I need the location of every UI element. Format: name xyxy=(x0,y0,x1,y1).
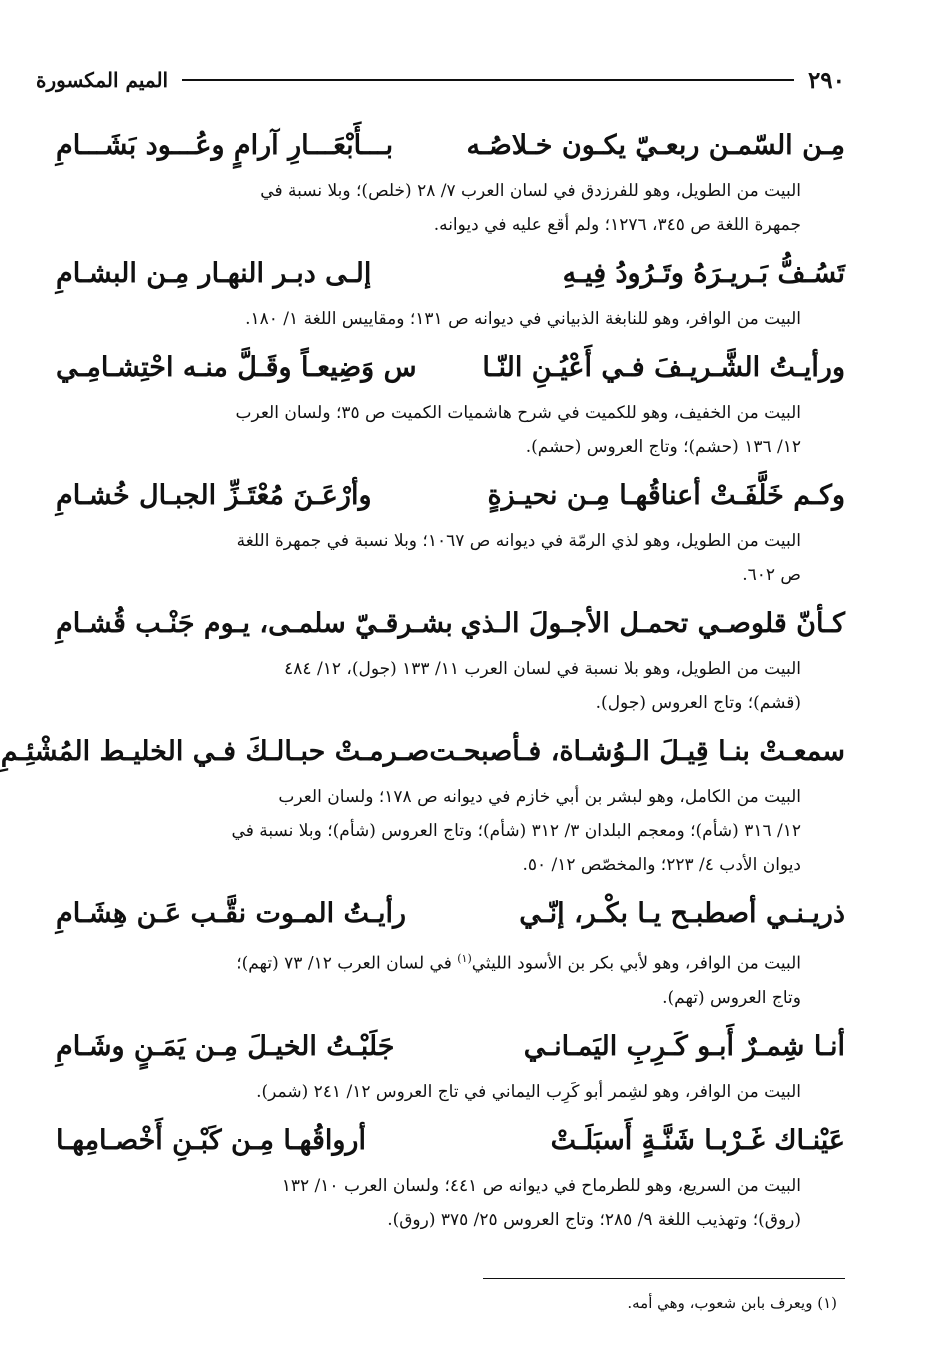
note-line: وتاج العروس (تهم). xyxy=(662,987,801,1008)
verse-second-hemistich: بـــأَبْعَـــارِ آرامٍ وعُـــود بَشَـــامِ xyxy=(56,130,394,161)
verse-second-hemistich: إلـى دبـر النهـار مِـن البشـامِ xyxy=(56,258,372,289)
verse-first-hemistich: أنـا شِمـرٌ أَبـو كَـرِبِ اليَمـانـي xyxy=(523,1030,845,1062)
note-line: جمهرة اللغة ص ٣٤٥، ١٢٧٦؛ ولم أقع عليه في ديوانه. xyxy=(433,215,801,235)
verse-line xyxy=(56,246,845,302)
verse-entry xyxy=(56,468,845,592)
verse-source-note xyxy=(56,1075,845,1109)
verse-line xyxy=(56,118,845,174)
verse-line xyxy=(56,468,845,524)
verse-first-hemistich: عَيْنـاك غَـرْبـا شَنَّـةٍ أَسبَلَـتْ xyxy=(550,1124,845,1156)
verse-source-note xyxy=(56,524,845,592)
verse-first-hemistich: كـأنّ قلوصـي تحمـل الأجـولَ الـذي xyxy=(460,608,845,639)
verse-first-hemistich: سمعـتْ بنـا قِيـلَ الـوُشـاة، فـأصبحـت xyxy=(429,736,845,767)
verse-entry xyxy=(56,118,845,242)
verse-second-hemistich: وأرْعَـنَ مُعْتَـزِّ الجبـال خُشـامِ xyxy=(56,480,372,511)
verse-source-note xyxy=(56,396,845,464)
verse-source-note xyxy=(56,302,845,336)
page-number: ٢٩٠ xyxy=(807,66,845,94)
note-line: البيت من الطويل، وهو بلا نسبة في لسان العرب ١١/ ١٣٣ (جول)، ١٢/ ٤٨٤ xyxy=(284,659,801,679)
verse-entry xyxy=(56,1113,845,1237)
verse-line xyxy=(56,886,845,942)
note-line: البيت من الخفيف، وهو للكميت في شرح هاشميات الكميت ص ٣٥؛ ولسان العرب xyxy=(235,403,801,423)
note-line xyxy=(56,942,801,981)
verse-second-hemistich: بشـرقـيّ سلمـى، يـوم جَنْـب قُشـامِ xyxy=(56,608,453,639)
header-rule xyxy=(182,79,794,81)
section-title: الميم المكسورة xyxy=(36,68,169,92)
verse-entry xyxy=(0,724,845,882)
verse-line xyxy=(0,724,845,780)
verse-entry xyxy=(56,246,845,336)
verse-entry xyxy=(56,596,845,720)
verse-second-hemistich: س وَضِيعـاً وقَـلَّ منـه احْتِشـامِـي xyxy=(56,352,417,383)
note-line: (قشم)؛ وتاج العروس (جول). xyxy=(595,693,801,713)
note-text: البيت من الوافر، وهو لأبي بكر بن الأسود الليثي xyxy=(471,953,801,974)
note-line: البيت من الكامل، وهو لبشر بن أبي خازم في ديوانه ص ١٧٨؛ ولسان العرب xyxy=(278,787,801,807)
verse-line xyxy=(56,1113,845,1169)
note-line: ص ٦٠٢. xyxy=(742,565,801,585)
note-line: ١٢/ ١٣٦ (حشم)؛ وتاج العروس (حشم). xyxy=(525,437,801,457)
page-header xyxy=(36,62,845,98)
note-line: (روق)؛ وتهذيب اللغة ٩/ ٢٨٥؛ وتاج العروس ٢٥/ ٣٧٥ (روق). xyxy=(387,1209,801,1230)
verse-first-hemistich: وكـم خَلَّفَـتْ أعناقُهـا مِـن نحيـزةٍ xyxy=(487,480,845,511)
note-line: البيت من الوافر، وهو للنابغة الذبياني في ديوانه ص ١٣١؛ ومقاييس اللغة ١/ ١٨٠. xyxy=(245,309,801,329)
verse-second-hemistich: صـرمـتْ حبـالـكَ فـي الخليـط المُشْئِـمِ xyxy=(0,736,430,767)
verse-source-note xyxy=(56,942,845,1015)
verse-list xyxy=(0,118,845,1241)
verse-line xyxy=(56,1019,845,1075)
verse-second-hemistich: جَلَبْـتُ الخيـلَ مِـن يَمَـنٍ وشَـامِ xyxy=(56,1030,395,1062)
verse-first-hemistich: ذريـنـي أصطبـح يـا بكْـر، إنّـي xyxy=(519,898,845,929)
note-line: البيت من الوافر، وهو لشِمر أبو كَرِب اليماني في تاج العروس ١٢/ ٢٤١ (شمر). xyxy=(256,1081,801,1102)
verse-second-hemistich: رأيـتُ المـوت نقَّـب عَـن هِشَـامِ xyxy=(56,898,407,929)
verse-entry xyxy=(56,886,845,1015)
verse-source-note xyxy=(56,174,845,242)
verse-first-hemistich: تَسُـفُّ بَـريـرَهُ وتَـرُودُ فِيـهِ xyxy=(562,258,845,289)
note-line: ١٢/ ٣١٦ (شأم)؛ ومعجم البلدان ٣/ ٣١٢ (شأم)؛ وتاج العروس (شأم)؛ وبلا نسبة في xyxy=(231,821,801,841)
note-line: ديوان الأدب ٤/ ٢٢٣؛ والمخصّص ١٢/ ٥٠. xyxy=(522,855,801,875)
verse-first-hemistich: مِـن السّمـن ربعـيّ يكـون خـلاصُـه xyxy=(466,130,845,161)
note-line: البيت من الطويل، وهو لذي الرمّة في ديوانه ص ١٠٦٧؛ وبلا نسبة في جمهرة اللغة xyxy=(236,531,801,551)
note-text: في لسان العرب ١٢/ ٧٣ (تهم)؛ xyxy=(236,953,458,974)
verse-second-hemistich: أرواقُهـا مِـن كَبْـنِ أَخْصـامِهـا xyxy=(56,1124,366,1156)
verse-line xyxy=(56,596,845,652)
verse-entry xyxy=(56,340,845,464)
footnote-marker[interactable]: (١) xyxy=(457,952,472,965)
verse-source-note xyxy=(56,780,845,882)
verse-source-note xyxy=(56,1169,845,1237)
verse-entry xyxy=(56,1019,845,1109)
note-line: البيت من السريع، وهو للطرماح في ديوانه ص ٤٤١؛ ولسان العرب ١٠/ ١٣٢ xyxy=(281,1175,801,1196)
verse-source-note xyxy=(56,652,845,720)
footnote: (١) ويعرف بابن شعوب، وهي أمه. xyxy=(627,1294,837,1312)
footnote-divider xyxy=(483,1278,845,1279)
note-line: البيت من الطويل، وهو للفرزدق في لسان العرب ٧/ ٢٨ (خلص)؛ وبلا نسبة في xyxy=(260,181,801,201)
verse-line xyxy=(56,340,845,396)
verse-first-hemistich: ورأيـتُ الشَّـريـفَ فـي أَعْيُـنِ النّـا xyxy=(482,352,845,383)
